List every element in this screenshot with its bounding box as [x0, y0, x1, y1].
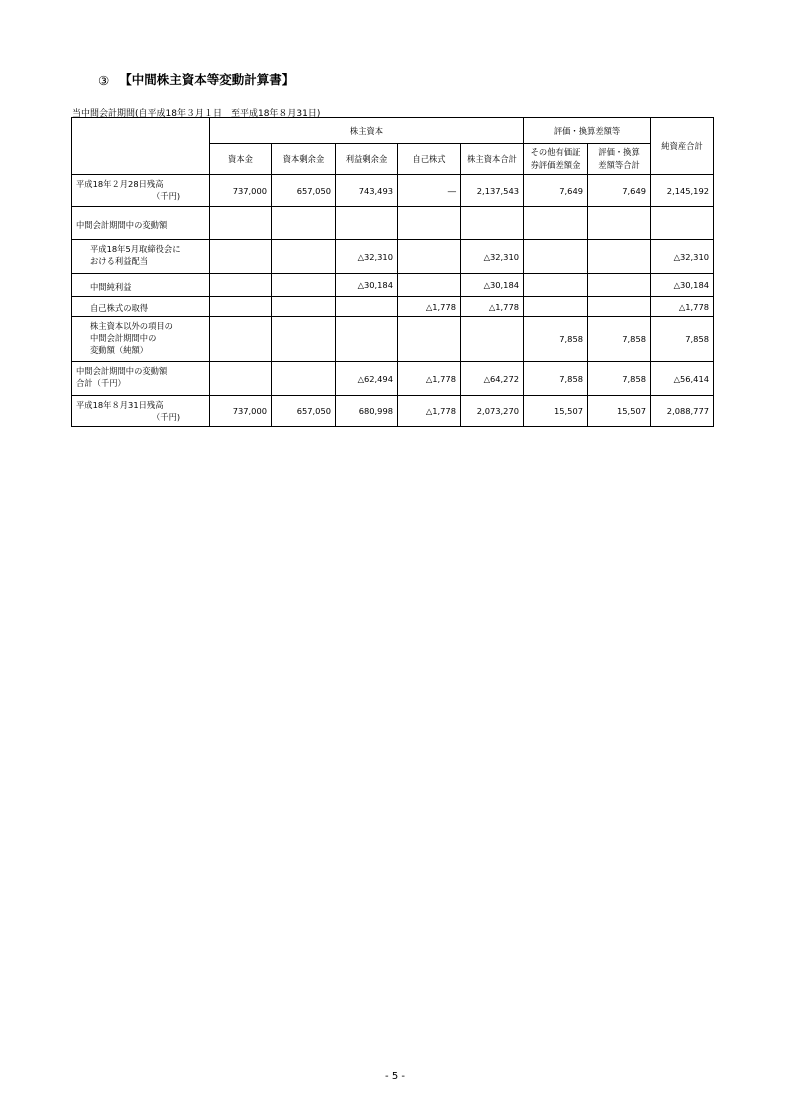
col-capital-surplus: 資本剰余金	[272, 144, 336, 175]
cell-value: 2,137,543	[461, 175, 524, 207]
cell-value: 657,050	[272, 396, 336, 427]
section-number: ③	[98, 73, 110, 88]
cell-value: △30,184	[651, 274, 714, 297]
cell-value	[210, 207, 272, 240]
cell-value: △1,778	[651, 297, 714, 317]
cell-value	[524, 240, 588, 274]
cell-value	[588, 274, 651, 297]
cell-value	[210, 274, 272, 297]
cell-value: 7,858	[588, 362, 651, 396]
cell-value	[588, 297, 651, 317]
cell-value: 15,507	[588, 396, 651, 427]
cell-value	[398, 274, 461, 297]
cell-value	[524, 207, 588, 240]
table-row-non-equity-changes	[72, 317, 714, 362]
cell-value	[272, 207, 336, 240]
cell-value	[272, 274, 336, 297]
cell-value: △32,310	[651, 240, 714, 274]
header-valuation-adjustments: 評価・換算差額等	[524, 118, 651, 144]
cell-value	[461, 207, 524, 240]
cell-value: 7,858	[524, 317, 588, 362]
cell-value	[524, 297, 588, 317]
table-row-total-changes	[72, 362, 714, 396]
cell-value	[336, 317, 398, 362]
cell-value: △56,414	[651, 362, 714, 396]
cell-value: 15,507	[524, 396, 588, 427]
cell-value: ―	[398, 175, 461, 207]
cell-value: 2,088,777	[651, 396, 714, 427]
table-row-treasury-acquisition	[72, 297, 714, 317]
header-net-assets-total: 純資産合計	[651, 118, 714, 175]
cell-value: 7,649	[588, 175, 651, 207]
cell-value: △62,494	[336, 362, 398, 396]
col-securities-valuation: その他有価証 券評価差額金	[524, 144, 588, 175]
row-label: 中間会計期間中の変動額 合計（千円）	[72, 362, 210, 396]
col-treasury-stock: 自己株式	[398, 144, 461, 175]
row-label: 中間会計期間中の変動額	[72, 207, 210, 240]
cell-value: △1,778	[398, 396, 461, 427]
cell-value: △1,778	[461, 297, 524, 317]
cell-value: 7,858	[651, 317, 714, 362]
cell-value: 680,998	[336, 396, 398, 427]
cell-value: △64,272	[461, 362, 524, 396]
cell-value: 7,649	[524, 175, 588, 207]
header-group-row	[72, 118, 714, 144]
cell-value	[272, 297, 336, 317]
cell-value	[398, 207, 461, 240]
cell-value: 737,000	[210, 175, 272, 207]
row-label: 株主資本以外の項目の 中間会計期間中の 変動額（純額）	[72, 317, 210, 362]
table-row-closing-balance	[72, 396, 714, 427]
table-row-opening-balance	[72, 175, 714, 207]
cell-value: 737,000	[210, 396, 272, 427]
cell-value	[398, 240, 461, 274]
cell-value	[272, 362, 336, 396]
table-row-net-income	[72, 274, 714, 297]
table-row-dividends	[72, 240, 714, 274]
page-number: - 5 -	[385, 1071, 405, 1082]
cell-value	[272, 240, 336, 274]
cell-value: 7,858	[588, 317, 651, 362]
equity-changes-table	[71, 117, 714, 427]
cell-value: 2,073,270	[461, 396, 524, 427]
cell-value	[336, 207, 398, 240]
cell-value	[210, 317, 272, 362]
cell-value: 657,050	[272, 175, 336, 207]
cell-value: 7,858	[524, 362, 588, 396]
cell-value	[210, 362, 272, 396]
row-label: 自己株式の取得	[72, 297, 210, 317]
table-row-changes-heading	[72, 207, 714, 240]
col-valuation-total: 評価・換算 差額等合計	[588, 144, 651, 175]
section-title-text: 【中間株主資本等変動計算書】	[119, 72, 295, 87]
cell-value: 743,493	[336, 175, 398, 207]
cell-value	[336, 297, 398, 317]
header-shareholders-equity: 株主資本	[210, 118, 524, 144]
cell-value	[398, 317, 461, 362]
cell-value: △30,184	[336, 274, 398, 297]
cell-value: △30,184	[461, 274, 524, 297]
cell-value	[461, 317, 524, 362]
cell-value: △32,310	[336, 240, 398, 274]
col-retained-earnings: 利益剰余金	[336, 144, 398, 175]
cell-value	[272, 317, 336, 362]
cell-value: 2,145,192	[651, 175, 714, 207]
col-equity-total: 株主資本合計	[461, 144, 524, 175]
row-label: 平成18年２月28日残高 （千円)	[72, 175, 210, 207]
row-label: 中間純利益	[72, 274, 210, 297]
cell-value: △32,310	[461, 240, 524, 274]
period-caption: 当中間会計期間(自平成18年３月１日 至平成18年８月31日)	[72, 109, 321, 119]
cell-value: △1,778	[398, 362, 461, 396]
col-capital-stock: 資本金	[210, 144, 272, 175]
cell-value	[588, 240, 651, 274]
cell-value	[588, 207, 651, 240]
header-blank-cell	[72, 118, 210, 175]
cell-value	[524, 274, 588, 297]
section-title	[98, 70, 294, 88]
row-label: 平成18年5月取締役会に おける利益配当	[72, 240, 210, 274]
cell-value	[210, 297, 272, 317]
cell-value	[651, 207, 714, 240]
cell-value	[210, 240, 272, 274]
row-label: 平成18年８月31日残高 （千円)	[72, 396, 210, 427]
cell-value: △1,778	[398, 297, 461, 317]
